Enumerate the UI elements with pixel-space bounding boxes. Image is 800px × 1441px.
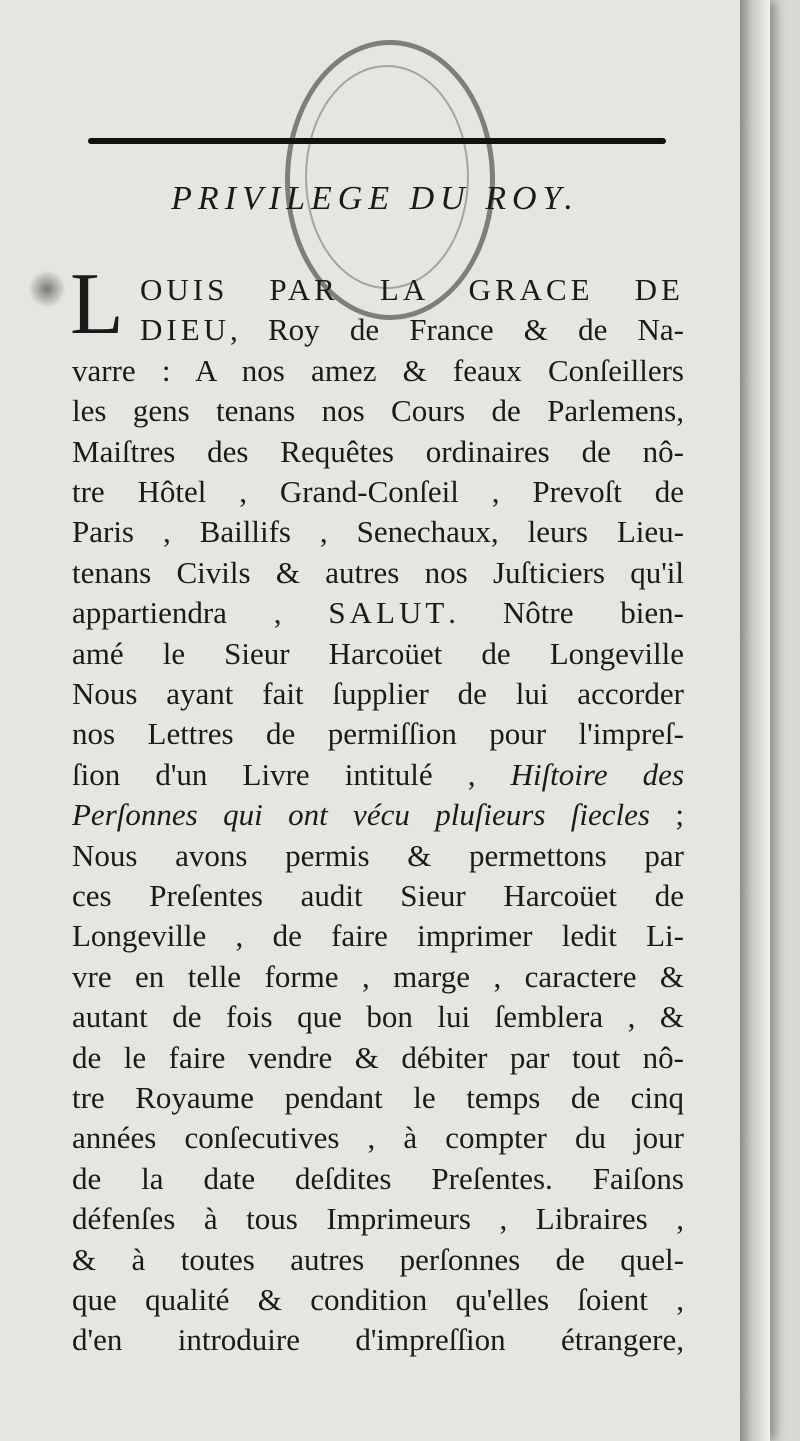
text-line: [72, 1280, 684, 1320]
text-segment: ces Preſentes audit Sieur Harcoüet de: [72, 878, 684, 913]
text-segment: SALUT: [328, 595, 449, 631]
text-line: [72, 916, 684, 956]
text-line: [72, 674, 684, 714]
text-line: [72, 432, 684, 472]
library-stamp-inner-ring: [305, 65, 469, 289]
text-line: [72, 876, 684, 916]
text-line: [72, 1118, 684, 1158]
text-line: [72, 836, 684, 876]
text-line: [72, 1038, 684, 1078]
text-segment: tre Hôtel , Grand-Conſeil , Prevoſt de: [72, 474, 684, 509]
text-segment: varre : A nos amez & feaux Conſeillers: [72, 352, 684, 388]
text-segment: . Nôtre bien-: [448, 595, 684, 631]
text-segment: de la date deſdites Preſentes. Faiſons: [72, 1160, 684, 1196]
text-line: [72, 1159, 684, 1199]
text-line: [72, 714, 684, 754]
text-line: [72, 593, 684, 633]
text-line: [72, 472, 684, 512]
text-line: [72, 391, 684, 431]
text-line: [72, 634, 684, 674]
text-segment: défenſes à tous Imprimeurs , Libraires ,: [72, 1201, 684, 1237]
text-line: [72, 512, 684, 552]
text-segment: ſion d'un Livre intitulé ,: [72, 756, 511, 792]
text-line: [72, 795, 684, 835]
text-segment: d'en introduire d'impreſſion étrangere,: [72, 1322, 684, 1358]
text-segment: amé le Sieur Harcoüet de Longeville: [72, 635, 684, 671]
text-segment: , Roy de France & de Na-: [230, 312, 684, 348]
text-segment: Nous ayant fait ſupplier de lui accorder: [72, 676, 684, 711]
text-segment: Nous avons permis & permettons par: [72, 837, 684, 873]
text-segment: OUIS PAR LA GRACE DE: [140, 272, 684, 307]
text-line: [140, 270, 684, 310]
ink-spot: [28, 270, 66, 308]
text-segment: DIEU: [140, 312, 231, 348]
header-rule: [88, 138, 666, 144]
text-line: [72, 997, 684, 1037]
text-segment: tenans Civils & autres nos Juſticiers qu'il: [72, 554, 684, 590]
text-segment: Perſonnes qui ont vécu pluſieurs ſiecles: [72, 797, 650, 833]
text-segment: nos Lettres de permiſſion pour l'impreſ-: [72, 716, 684, 752]
text-line: [140, 310, 684, 350]
text-segment: de le faire vendre & débiter par tout nô-: [72, 1039, 684, 1075]
text-segment: vre en telle forme , marge , caractere &: [72, 958, 684, 994]
text-line: [72, 755, 684, 795]
text-line: [72, 1320, 684, 1360]
text-segment: appartiendra ,: [72, 595, 329, 631]
text-segment: Longeville , de faire imprimer ledit Li-: [72, 918, 684, 954]
text-line: [72, 553, 684, 593]
text-segment: les gens tenans nos Cours de Parlemens,: [72, 393, 684, 429]
text-line: [72, 351, 684, 391]
text-segment: que qualité & condition qu'elles ſoient ,: [72, 1282, 684, 1317]
text-line: [72, 1078, 684, 1118]
text-segment: Hiſtoire des: [510, 756, 685, 792]
text-line: [72, 957, 684, 997]
text-segment: Maiſtres des Requêtes ordinaires de nô-: [72, 433, 684, 469]
page-edge: [740, 0, 770, 1441]
text-segment: années conſecutives , à compter du jour: [72, 1120, 684, 1156]
text-segment: Paris , Baillifs , Senechaux, leurs Lieu-: [72, 514, 684, 550]
text-segment: tre Royaume pendant le temps de cinq: [72, 1080, 684, 1115]
text-segment: autant de fois que bon lui ſemblera , &: [72, 999, 684, 1035]
text-segment: & à toutes autres perſonnes de quel-: [72, 1241, 684, 1277]
text-line: [72, 1240, 684, 1280]
text-line: [72, 1199, 684, 1239]
drop-cap: L: [70, 256, 124, 353]
page-heading: PRIVILEGE DU ROY.: [171, 180, 579, 217]
text-segment: ;: [650, 797, 684, 833]
